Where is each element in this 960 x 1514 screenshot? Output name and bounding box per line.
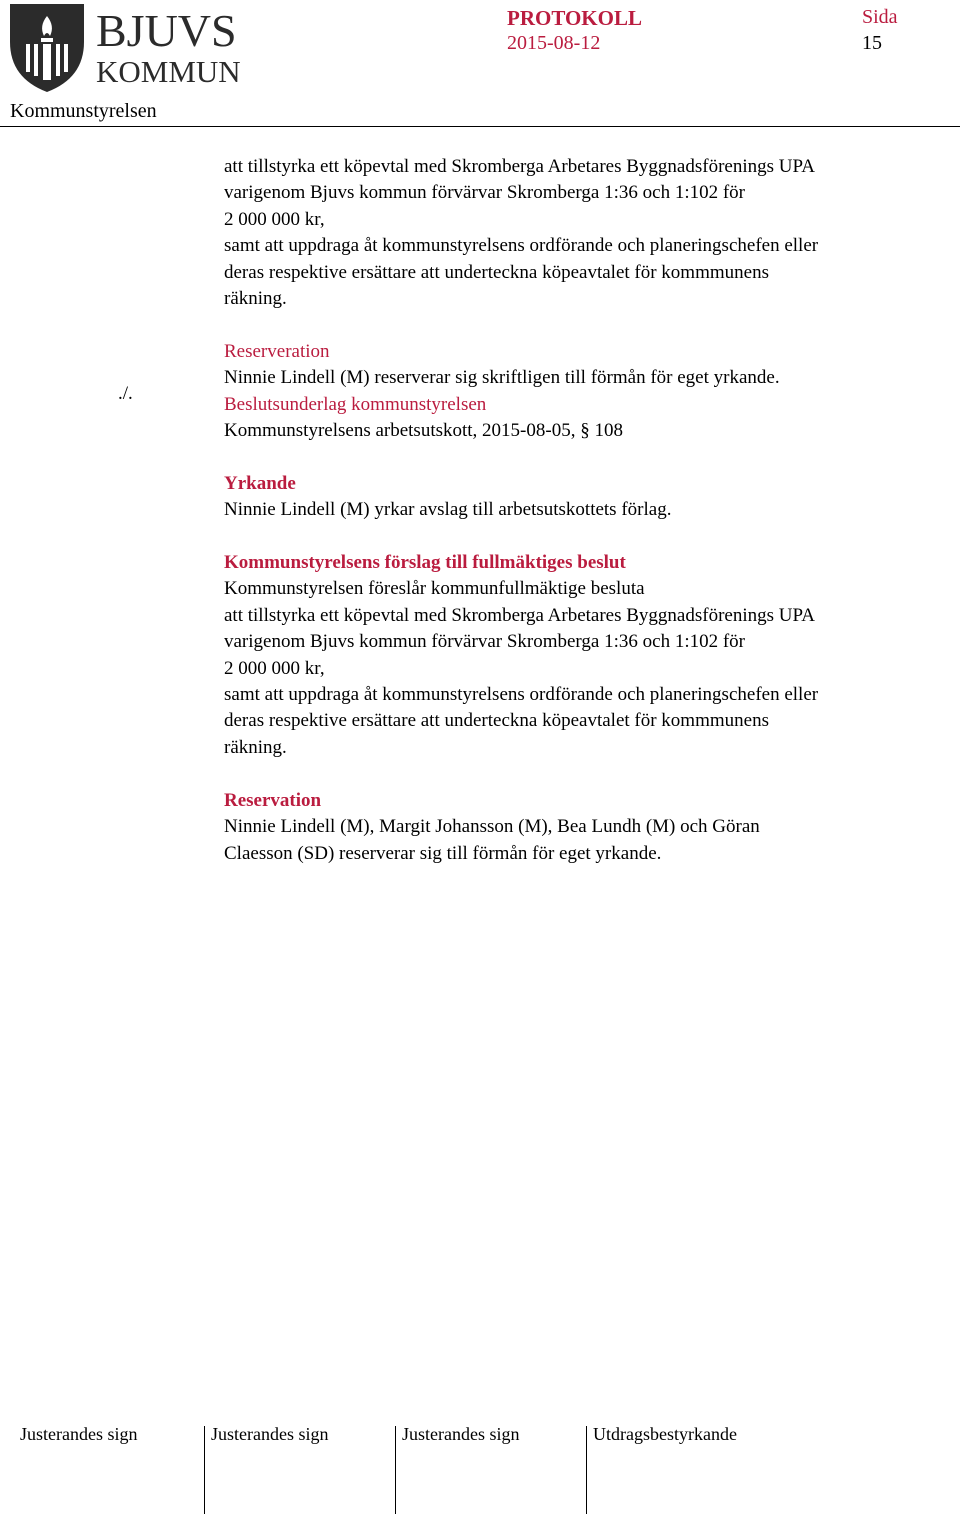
signature-cell-3: Justerandes sign: [402, 1424, 520, 1444]
reservation-line: Ninnie Lindell (M), Margit Johansson (M), Bea Lundh (M) och Göran: [224, 816, 760, 838]
intro-line: att tillstyrka ett köpevtal med Skromberga Arbetares Byggnadsförenings UPA: [224, 156, 816, 177]
intro-line: deras respektive ersättare att underteckna köpeavtalet för kommmunens: [224, 261, 769, 283]
yrkande-text: Ninnie Lindell (M) yrkar avslag till arbetsutskottets förlag.: [224, 499, 672, 521]
intro-line: samt att uppdraga åt kommunstyrelsens ordförande och planeringschefen eller: [224, 235, 819, 257]
signature-divider: [395, 1426, 396, 1514]
forslag-line: att tillstyrka ett köpevtal med Skromberga Arbetares Byggnadsförenings UPA: [224, 604, 816, 626]
document-body: [224, 154, 954, 867]
page-label: Sida: [862, 6, 898, 28]
doc-date: 2015-08-12: [507, 32, 601, 54]
reservation-line: Claesson (SD) reserverar sig till förmån för eget yrkande.: [224, 842, 662, 864]
signature-divider: [586, 1426, 587, 1514]
page-number: 15: [862, 32, 882, 54]
doc-type: PROTOKOLL: [507, 6, 642, 30]
reserveration-heading: Reserveration: [224, 340, 330, 362]
signature-cell-2: Justerandes sign: [211, 1424, 329, 1444]
reserveration-text: Ninnie Lindell (M) reserverar sig skriftligen till förmån för eget yrkande.: [224, 367, 780, 389]
forslag-line: samt att uppdraga åt kommunstyrelsens ordförande och planeringschefen eller: [224, 684, 819, 706]
intro-line: räkning.: [224, 288, 287, 310]
forslag-line: deras respektive ersättare att underteckna köpeavtalet för kommmunens: [224, 710, 769, 732]
signature-cell-1: Justerandes sign: [20, 1424, 138, 1444]
bjuvs-kommun-logo: [8, 2, 258, 94]
intro-line: 2 000 000 kr,: [224, 208, 325, 230]
margin-note: ./.: [118, 383, 133, 404]
forslag-heading: Kommunstyrelsens förslag till fullmäktiges beslut: [224, 552, 626, 574]
torch-emblem-icon: [10, 4, 84, 92]
beslutsunderlag-heading: Beslutsunderlag kommunstyrelsen: [224, 393, 487, 415]
org-name: Kommunstyrelsen: [10, 100, 157, 122]
svg-text:BJUVS: BJUVS: [96, 5, 237, 56]
forslag-line: 2 000 000 kr,: [224, 657, 325, 679]
header-divider: [0, 126, 960, 127]
forslag-line: varigenom Bjuvs kommun förvärvar Skromberga 1:36 och 1:102 för: [224, 631, 745, 653]
svg-text:KOMMUN: KOMMUN: [96, 54, 241, 89]
reservation-heading: Reservation: [224, 789, 322, 811]
intro-line: varigenom Bjuvs kommun förvärvar Skromberga 1:36 och 1:102 för: [224, 182, 745, 204]
yrkande-heading: Yrkande: [224, 472, 296, 494]
signature-cell-4: Utdragsbestyrkande: [593, 1424, 737, 1444]
signature-divider: [204, 1426, 205, 1514]
beslutsunderlag-text: Kommunstyrelsens arbetsutskott, 2015-08-05, § 108: [224, 420, 623, 442]
forslag-line: Kommunstyrelsen föreslår kommunfullmäktige besluta: [224, 578, 645, 600]
forslag-line: räkning.: [224, 736, 287, 758]
signature-footer: [0, 1424, 960, 1514]
